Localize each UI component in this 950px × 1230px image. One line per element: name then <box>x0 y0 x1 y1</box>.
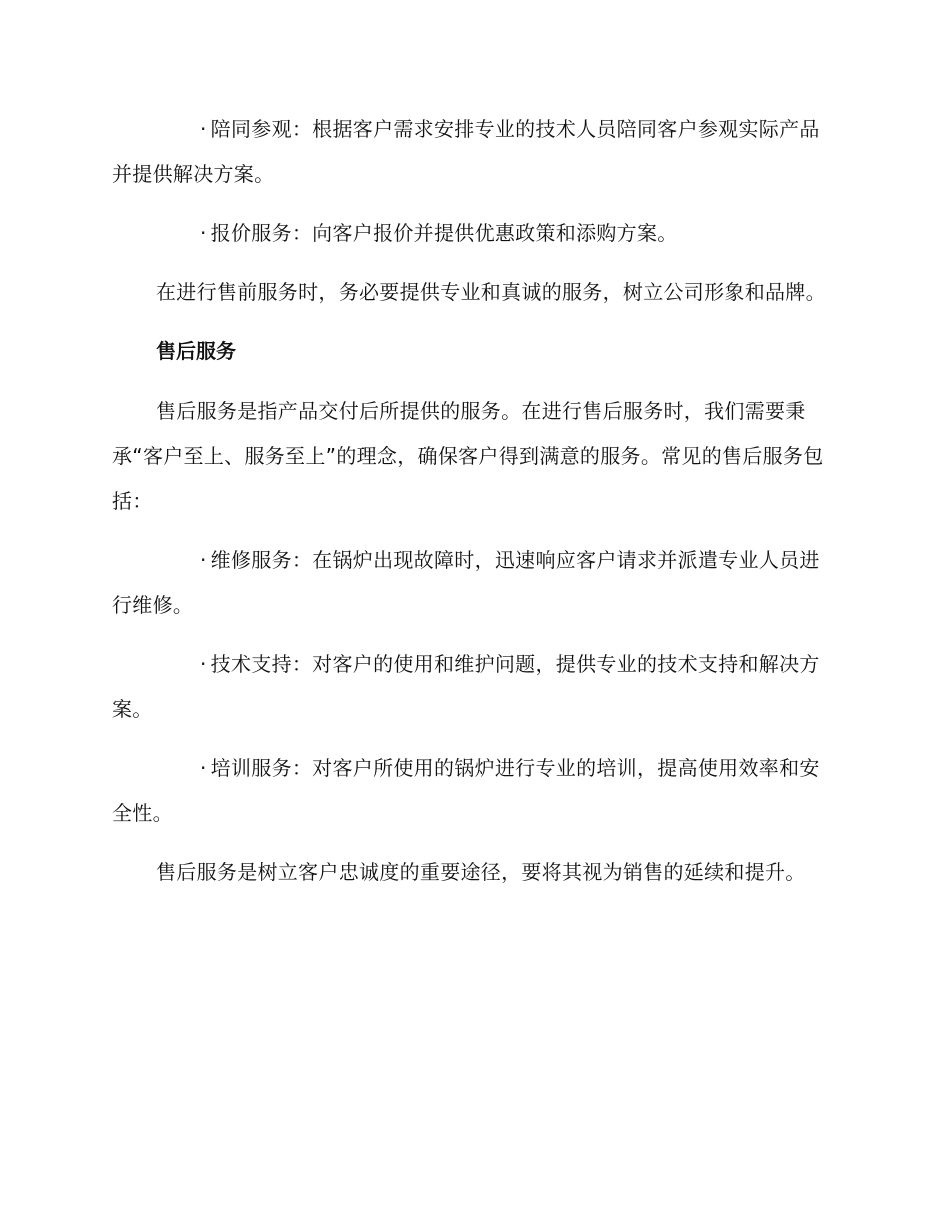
bullet-technical-support <box>112 642 832 732</box>
bullet-dot: · <box>200 652 207 676</box>
bullet-text: 陪同参观：根据客户需求安排专业的技术人员陪同客户参观实际产品并提供解决方案。 <box>112 117 820 186</box>
after-sales-heading: 售后服务 <box>156 339 236 363</box>
bullet-dot: · <box>200 548 207 572</box>
bullet-training-service <box>112 746 832 836</box>
bullet-text: 维修服务：在锅炉出现故障时，迅速响应客户请求并派遣专业人员进行维修。 <box>112 548 820 617</box>
bullet-text: 培训服务：对客户所使用的锅炉进行专业的培训，提高使用效率和安全性。 <box>112 756 820 825</box>
document-content <box>112 107 832 909</box>
bullet-dot: · <box>200 756 207 780</box>
bullet-text: 技术支持：对客户的使用和维护问题，提供专业的技术支持和解决方案。 <box>112 652 820 721</box>
bullet-quotation-service <box>112 211 832 256</box>
bullet-accompany-visit <box>112 107 832 197</box>
after-sales-intro-paragraph: 售后服务是指产品交付后所提供的服务。在进行售后服务时，我们需要秉承“客户至上、服务至上”的理念，确保客户得到满意的服务。常见的售后服务包括： <box>112 399 824 513</box>
bullet-dot: · <box>200 117 207 141</box>
bullet-text: 报价服务：向客户报价并提供优惠政策和添购方案。 <box>210 221 678 245</box>
after-sales-summary-paragraph: 售后服务是树立客户忠诚度的重要途径，要将其视为销售的延续和提升。 <box>156 860 806 884</box>
bullet-repair-service <box>112 538 832 628</box>
pre-sales-summary-paragraph: 在进行售前服务时，务必要提供专业和真诚的服务，树立公司形象和品牌。 <box>156 280 826 304</box>
bullet-dot: · <box>200 221 207 245</box>
